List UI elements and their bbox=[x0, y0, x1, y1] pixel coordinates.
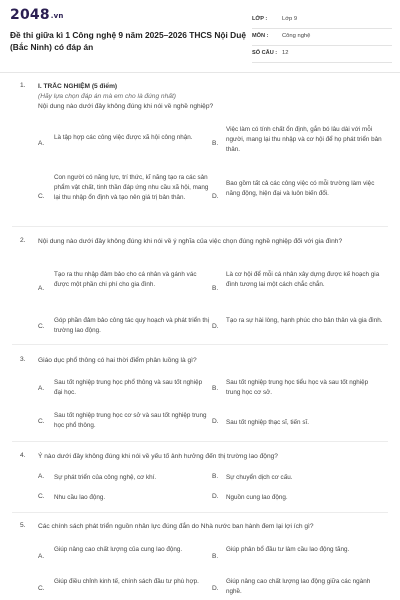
option-text[interactable]: Là cơ hội để mỗi cá nhân xây dựng được kế hoạch gia đình tương lai một cách chắc chắn. bbox=[226, 271, 380, 288]
option-text[interactable]: Bao gồm tất cả các công việc có mỗi trường làm việc năng động, hiện đại và luôn biến đổi. bbox=[226, 180, 375, 197]
option-text[interactable]: Là tập hợp các công việc được xã hội công nhận. bbox=[54, 134, 193, 141]
header-divider bbox=[0, 72, 400, 73]
question-text: Giáo dục phổ thông có hai thời điểm phân luồng là gì? bbox=[38, 357, 197, 364]
meta-key: LỚP : bbox=[252, 16, 268, 22]
option-label[interactable]: C. bbox=[38, 323, 45, 330]
option-text[interactable]: Sau tốt nghiệp trung học cơ sở và sau tốt nghiệp trung học phổ thông. bbox=[54, 412, 207, 429]
question-number: 2. bbox=[20, 237, 26, 244]
question-number: 5. bbox=[20, 522, 26, 529]
option-label[interactable]: C. bbox=[38, 493, 45, 500]
question-text: Các chính sách phát triển nguồn nhân lực đúng đắn do Nhà nước ban hành đem lại lợi ích gì? bbox=[38, 523, 314, 530]
question-separator bbox=[12, 226, 388, 227]
question-separator bbox=[12, 512, 388, 513]
option-label[interactable]: B. bbox=[212, 553, 219, 560]
question-text: Ý nào dưới đây không đúng khi nói về yếu tố ảnh hưởng đến thị trường lao động? bbox=[38, 453, 278, 460]
option-label[interactable]: A. bbox=[38, 385, 45, 392]
exam-meta bbox=[252, 15, 392, 66]
question-number: 1. bbox=[20, 82, 26, 89]
logo-sub: .vn bbox=[50, 12, 64, 20]
option-text[interactable]: Sau tốt nghiệp thạc sĩ, tiến sĩ. bbox=[226, 419, 309, 426]
meta-value: Lớp 9 bbox=[282, 16, 298, 22]
exam-title: Đề thi giữa kì 1 Công nghệ 9 năm 2025–2026 THCS Nội Duệ (Bắc Ninh) có đáp án bbox=[10, 30, 246, 52]
option-label[interactable]: B. bbox=[212, 473, 219, 480]
option-text[interactable]: Sự chuyển dịch cơ cấu. bbox=[226, 474, 293, 481]
option-text[interactable]: Sự phát triển của công nghệ, cơ khí. bbox=[54, 474, 157, 481]
question-separator bbox=[12, 441, 388, 442]
option-label[interactable]: D. bbox=[212, 193, 219, 200]
section-subtitle: (Hãy lựa chọn đáp án mà em cho là đúng nhất) bbox=[38, 93, 176, 100]
option-text[interactable]: Góp phần đảm bảo công tác quy hoạch và phát triển thị trường lao động. bbox=[54, 317, 210, 334]
option-label[interactable]: A. bbox=[38, 140, 45, 147]
option-text[interactable]: Việc làm có tính chất ổn định, gắn bó lâu dài với mỗi người, mang lại thu nhập và cơ hội để họ phát triển bản thân. bbox=[226, 126, 382, 153]
meta-key: SỐ CÂU : bbox=[252, 50, 278, 56]
option-label[interactable]: A. bbox=[38, 473, 45, 480]
option-label[interactable]: D. bbox=[212, 493, 219, 500]
option-text[interactable]: Tạo ra sự hài lòng, hạnh phúc cho bản thân và gia đình. bbox=[226, 317, 383, 324]
option-label[interactable]: B. bbox=[212, 140, 219, 147]
option-label[interactable]: B. bbox=[212, 385, 219, 392]
option-label[interactable]: A. bbox=[38, 285, 45, 292]
meta-row-count bbox=[252, 49, 392, 63]
option-text[interactable]: Sau tốt nghiệp trung học phổ thông và sau tốt nghiệp đại học. bbox=[54, 379, 203, 396]
meta-key: MÔN : bbox=[252, 33, 269, 39]
question-number: 4. bbox=[20, 452, 26, 459]
option-text[interactable]: Sau tốt nghiệp trung học tiểu học và sau tốt nghiệp trung học cơ sở. bbox=[226, 379, 369, 396]
option-text[interactable]: Nguồn cung lao động. bbox=[226, 494, 288, 501]
question-text: Nội dung nào dưới đây không đúng khi nói về ý nghĩa của việc chọn đúng nghề nghiệp đối với gia đình? bbox=[38, 238, 343, 245]
option-text[interactable]: Giúp nâng cao chất lượng của cung lao động. bbox=[54, 546, 183, 553]
option-text[interactable]: Giúp phân bổ đầu tư làm cầu lao động tăng. bbox=[226, 546, 350, 553]
meta-row-class bbox=[252, 15, 392, 29]
question-separator bbox=[12, 344, 388, 345]
option-label[interactable]: B. bbox=[212, 285, 219, 292]
option-label[interactable]: C. bbox=[38, 418, 45, 425]
site-logo[interactable] bbox=[10, 7, 64, 23]
option-text[interactable]: Con người có năng lực, trí thức, kĩ năng tạo ra các sản phẩm vật chất, tinh thần đáp ứng nhu cầu xã hội, mang lại thu nhập ổn định và tạo nên giá trị bản thân. bbox=[54, 174, 209, 201]
option-label[interactable]: D. bbox=[212, 418, 219, 425]
option-label[interactable]: D. bbox=[212, 585, 219, 592]
page-header bbox=[0, 0, 400, 68]
option-label[interactable]: C. bbox=[38, 193, 45, 200]
option-text[interactable]: Tạo ra thu nhập đảm bảo cho cá nhân và gánh vác được một phần chi phí cho gia đình. bbox=[54, 271, 197, 288]
option-text[interactable]: Giúp nâng cao chất lượng lao động giữa các ngành nghề. bbox=[226, 578, 371, 595]
option-text[interactable]: Nhu cầu lao động. bbox=[54, 494, 106, 501]
question-number: 3. bbox=[20, 356, 26, 363]
option-label[interactable]: C. bbox=[38, 585, 45, 592]
option-text[interactable]: Giúp điều chỉnh kinh tế, chính sách đầu tư phù hợp. bbox=[54, 578, 199, 585]
option-label[interactable]: A. bbox=[38, 553, 45, 560]
section-title: I. TRẮC NGHIỆM (5 điểm) bbox=[38, 83, 118, 90]
meta-row-subject bbox=[252, 32, 392, 46]
logo-main: 2048 bbox=[10, 7, 50, 23]
option-label[interactable]: D. bbox=[212, 323, 219, 330]
question-text: Nội dung nào dưới đây không đúng khi nói về nghề nghiệp? bbox=[38, 103, 214, 110]
meta-value: Công nghệ bbox=[282, 33, 311, 39]
meta-value: 12 bbox=[282, 50, 289, 56]
